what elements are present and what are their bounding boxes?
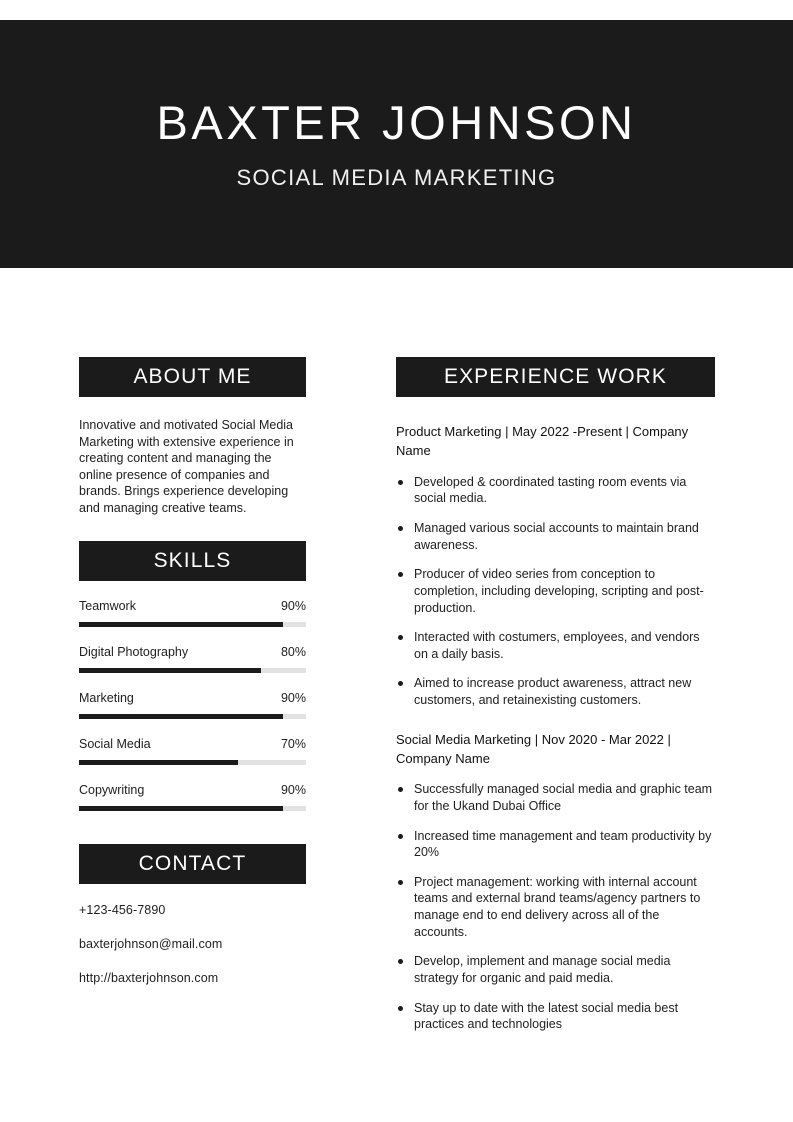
skill-progress-track xyxy=(79,668,306,673)
skill-label: Marketing xyxy=(79,691,134,706)
contact-section xyxy=(79,844,306,985)
skill-progress-fill xyxy=(79,622,283,627)
section-heading-about: ABOUT ME xyxy=(79,357,306,397)
list-item: Project management: working with internal account teams and external brand teams/agency partners to manage end to end delivery across all of the accounts. xyxy=(396,874,715,941)
skill-item xyxy=(79,737,306,765)
experience-item xyxy=(396,731,715,1033)
skill-progress-fill xyxy=(79,714,283,719)
skill-value: 70% xyxy=(280,737,306,752)
skill-progress-fill xyxy=(79,668,261,673)
list-item: Successfully managed social media and graphic team for the Ukand Dubai Office xyxy=(396,781,715,814)
list-item: Developed & coordinated tasting room events via social media. xyxy=(396,474,715,507)
experience-item xyxy=(396,423,715,709)
skill-progress-track xyxy=(79,622,306,627)
skill-progress-fill xyxy=(79,806,283,811)
skill-item xyxy=(79,645,306,673)
list-item: Managed various social accounts to maintain brand awareness. xyxy=(396,520,715,553)
skill-label: Social Media xyxy=(79,737,151,752)
skill-item xyxy=(79,599,306,627)
section-heading-contact: CONTACT xyxy=(79,844,306,884)
right-column xyxy=(396,357,715,1046)
skill-value: 90% xyxy=(280,783,306,798)
list-item: Develop, implement and manage social media strategy for organic and paid media. xyxy=(396,953,715,986)
skill-progress-track xyxy=(79,714,306,719)
header-subtitle: SOCIAL MEDIA MARKETING xyxy=(236,165,557,191)
job-title: Social Media Marketing | Nov 2020 - Mar 2022 | Company Name xyxy=(396,731,671,766)
about-text: Innovative and motivated Social Media Marketing with extensive experience in creating content and managing the online presence of companies and brands. Brings experience developing and managing creative teams. xyxy=(79,418,294,515)
job-title: Product Marketing | May 2022 -Present | Company Name xyxy=(396,424,689,458)
list-item: Producer of video series from conception to completion, including developing, scripting and post-production. xyxy=(396,566,715,616)
resume-header xyxy=(0,20,793,268)
left-column xyxy=(79,357,306,1005)
list-item: Interacted with costumers, employees, and vendors on a daily basis. xyxy=(396,629,715,662)
job-bullets xyxy=(396,474,715,709)
list-item: Stay up to date with the latest social media best practices and technologies xyxy=(396,1000,715,1033)
contact-email[interactable]: baxterjohnson@mail.com xyxy=(79,937,223,952)
skill-label: Digital Photography xyxy=(79,645,189,660)
skill-progress-fill xyxy=(79,760,238,765)
contact-list xyxy=(79,903,306,985)
list-item: Aimed to increase product awareness, attract new customers, and retainexisting customers. xyxy=(396,675,715,708)
contact-phone: +123-456-7890 xyxy=(79,903,166,918)
skill-value: 90% xyxy=(280,599,306,614)
skill-label: Teamwork xyxy=(79,599,136,614)
skill-progress-track xyxy=(79,760,306,765)
page-title: BAXTER JOHNSON xyxy=(156,95,637,149)
skill-progress-track xyxy=(79,806,306,811)
skill-value: 80% xyxy=(280,645,306,660)
job-bullets xyxy=(396,781,715,1033)
section-heading-skills: SKILLS xyxy=(79,541,306,581)
section-heading-experience: EXPERIENCE WORK xyxy=(396,357,715,397)
skill-item xyxy=(79,783,306,811)
skill-item xyxy=(79,691,306,719)
skill-value: 90% xyxy=(280,691,306,706)
skill-label: Copywriting xyxy=(79,783,145,798)
contact-website[interactable]: http://baxterjohnson.com xyxy=(79,971,219,986)
skills-section xyxy=(79,541,306,811)
list-item: Increased time management and team productivity by 20% xyxy=(396,828,715,861)
